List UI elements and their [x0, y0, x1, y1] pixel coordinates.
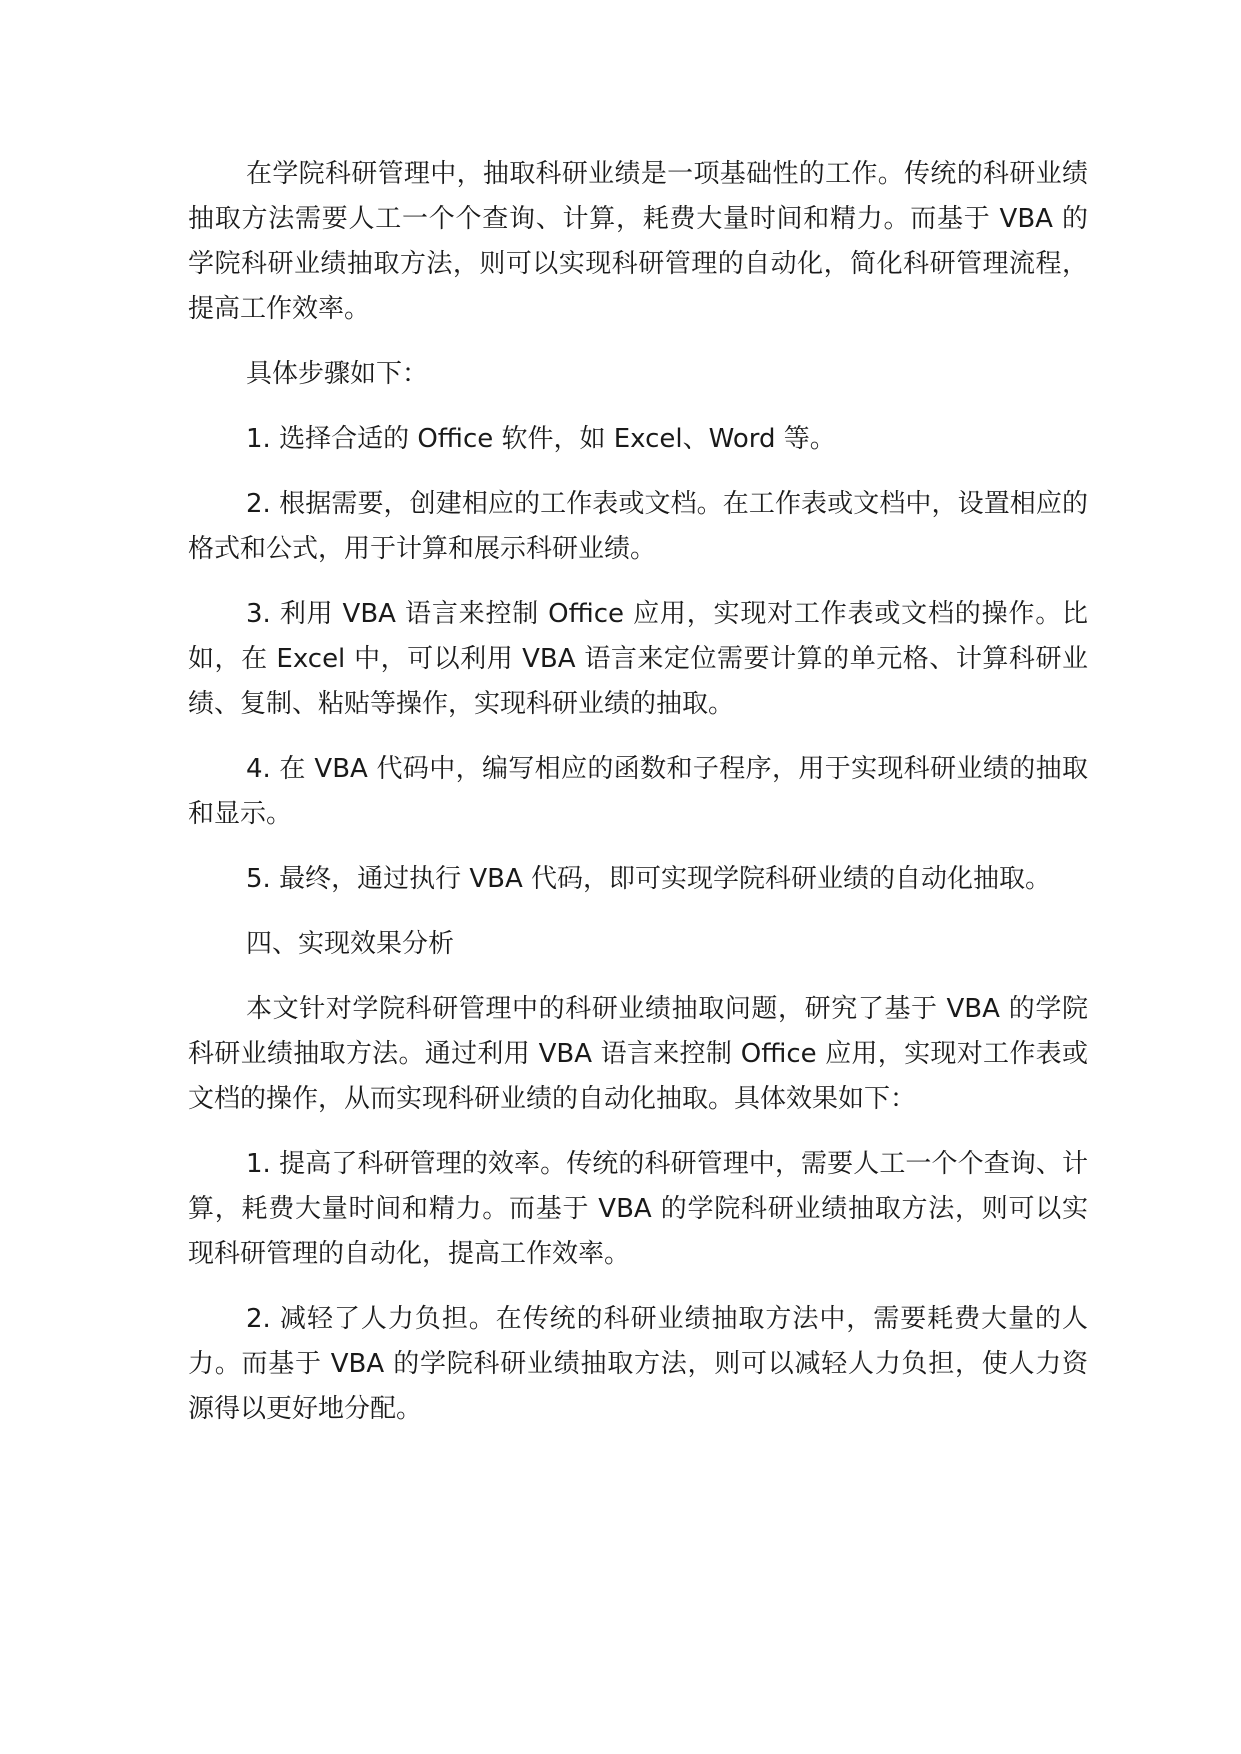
section-heading: 四、实现效果分析	[246, 929, 455, 959]
effect-1-paragraph: 1. 提高了科研管理的效率。传统的科研管理中，需要人工一个个查询、计算，耗费大量时间和精力。而基于 VBA 的学院科研业绩抽取方法，则可以实现科研管理的自动化，提高工作效率。	[188, 1149, 1088, 1269]
document-body	[188, 152, 1088, 1452]
analysis-paragraph: 本文针对学院科研管理中的科研业绩抽取问题，研究了基于 VBA 的学院科研业绩抽取方法。通过利用 VBA 语言来控制 Office 应用，实现对工作表或文档的操作，从而实现科研业绩的自动化抽取。具体效果如下：	[188, 994, 1088, 1114]
step-4-paragraph: 4. 在 VBA 代码中，编写相应的函数和子程序，用于实现科研业绩的抽取和显示。	[188, 754, 1088, 829]
step-5-paragraph: 5. 最终，通过执行 VBA 代码，即可实现学院科研业绩的自动化抽取。	[246, 864, 1052, 894]
steps-heading: 具体步骤如下：	[246, 359, 429, 389]
step-1-paragraph: 1. 选择合适的 Office 软件，如 Excel、Word 等。	[246, 424, 836, 454]
step-3-paragraph: 3. 利用 VBA 语言来控制 Office 应用，实现对工作表或文档的操作。比如，在 Excel 中，可以利用 VBA 语言来定位需要计算的单元格、计算科研业绩、复制、粘贴等操作，实现科研业绩的抽取。	[188, 599, 1088, 719]
step-2-paragraph: 2. 根据需要，创建相应的工作表或文档。在工作表或文档中，设置相应的格式和公式，用于计算和展示科研业绩。	[188, 489, 1088, 564]
effect-2-paragraph: 2. 减轻了人力负担。在传统的科研业绩抽取方法中，需要耗费大量的人力。而基于 VBA 的学院科研业绩抽取方法，则可以减轻人力负担，使人力资源得以更好地分配。	[188, 1304, 1088, 1424]
intro-paragraph: 在学院科研管理中，抽取科研业绩是一项基础性的工作。传统的科研业绩抽取方法需要人工一个个查询、计算，耗费大量时间和精力。而基于 VBA 的学院科研业绩抽取方法，则可以实现科研管理的自动化，简化科研管理流程，提高工作效率。	[188, 159, 1088, 324]
